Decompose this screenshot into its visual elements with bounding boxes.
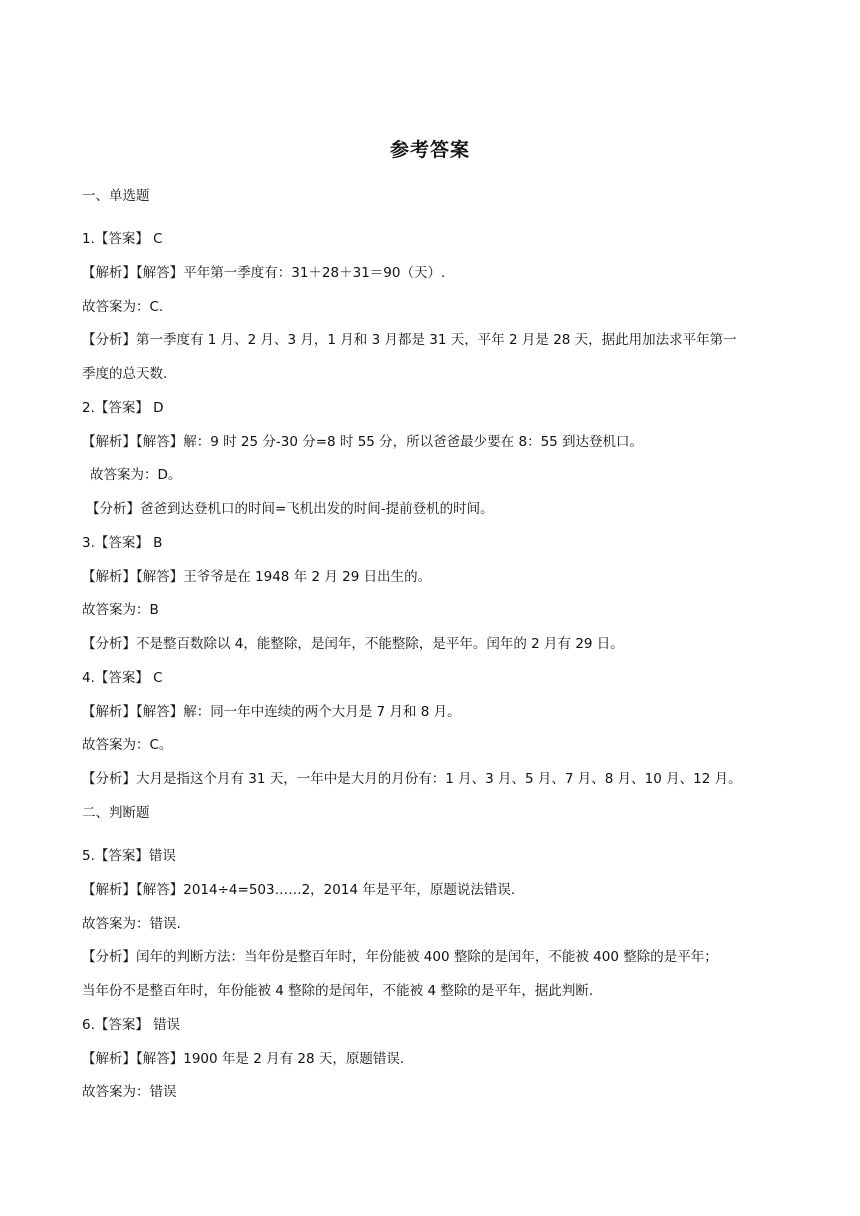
q6-answer: 6.【答案】 错误 — [82, 1017, 181, 1033]
q2-solution: 【解析】【解答】解：9 时 25 分-30 分=8 时 55 分，所以爸爸最少要在 8：55 到达登机口。 — [82, 434, 644, 450]
q2-answer: 2.【答案】 D — [82, 400, 164, 416]
q2-conclusion: 故答案为：D。 — [90, 467, 182, 483]
q4-analysis: 【分析】大月是指这个月有 31 天，一年中是大月的月份有：1 月、3 月、5 月、7 月、8 月、10 月、12 月。 — [82, 771, 742, 787]
q3-conclusion: 故答案为：B — [82, 602, 159, 618]
q4-solution: 【解析】【解答】解：同一年中连续的两个大月是 7 月和 8 月。 — [82, 704, 461, 720]
q1-solution: 【解析】【解答】平年第一季度有：31＋28＋31＝90（天）. — [82, 265, 446, 281]
q1-analysis-line2: 季度的总天数. — [82, 366, 168, 382]
q3-analysis: 【分析】不是整百数除以 4，能整除，是闰年，不能整除，是平年。闰年的 2 月有 29 日。 — [82, 636, 624, 652]
q5-answer: 5.【答案】错误 — [82, 848, 176, 864]
q5-analysis-line2: 当年份不是整百年时，年份能被 4 整除的是闰年，不能被 4 整除的是平年，据此判断. — [82, 983, 594, 999]
q3-answer: 3.【答案】 B — [82, 535, 163, 551]
section-heading-single-choice: 一、单选题 — [82, 188, 150, 204]
q5-analysis-line1: 【分析】闰年的判断方法：当年份是整百年时，年份能被 400 整除的是闰年，不能被 400 整除的是平年； — [82, 949, 718, 965]
q5-solution: 【解析】【解答】2014÷4=503……2，2014 年是平年，原题说法错误. — [82, 882, 516, 898]
page-title: 参考答案 — [389, 139, 470, 161]
q3-solution: 【解析】【解答】王爷爷是在 1948 年 2 月 29 日出生的。 — [82, 569, 432, 585]
section-heading-true-false: 二、判断题 — [82, 805, 150, 821]
q5-conclusion: 故答案为：错误. — [82, 916, 181, 932]
q4-answer: 4.【答案】 C — [82, 670, 163, 686]
q1-answer: 1.【答案】 C — [82, 231, 163, 247]
q2-analysis: 【分析】爸爸到达登机口的时间=飞机出发的时间-提前登机的时间。 — [86, 501, 494, 517]
q6-conclusion: 故答案为：错误 — [82, 1084, 177, 1100]
q6-solution: 【解析】【解答】1900 年是 2 月有 28 天，原题错误. — [82, 1051, 405, 1067]
q4-conclusion: 故答案为：C。 — [82, 737, 173, 753]
q1-conclusion: 故答案为：C. — [82, 299, 164, 315]
q1-analysis-line1: 【分析】第一季度有 1 月、2 月、3 月，1 月和 3 月都是 31 天，平年 2 月是 28 天，据此用加法求平年第一 — [82, 332, 737, 348]
